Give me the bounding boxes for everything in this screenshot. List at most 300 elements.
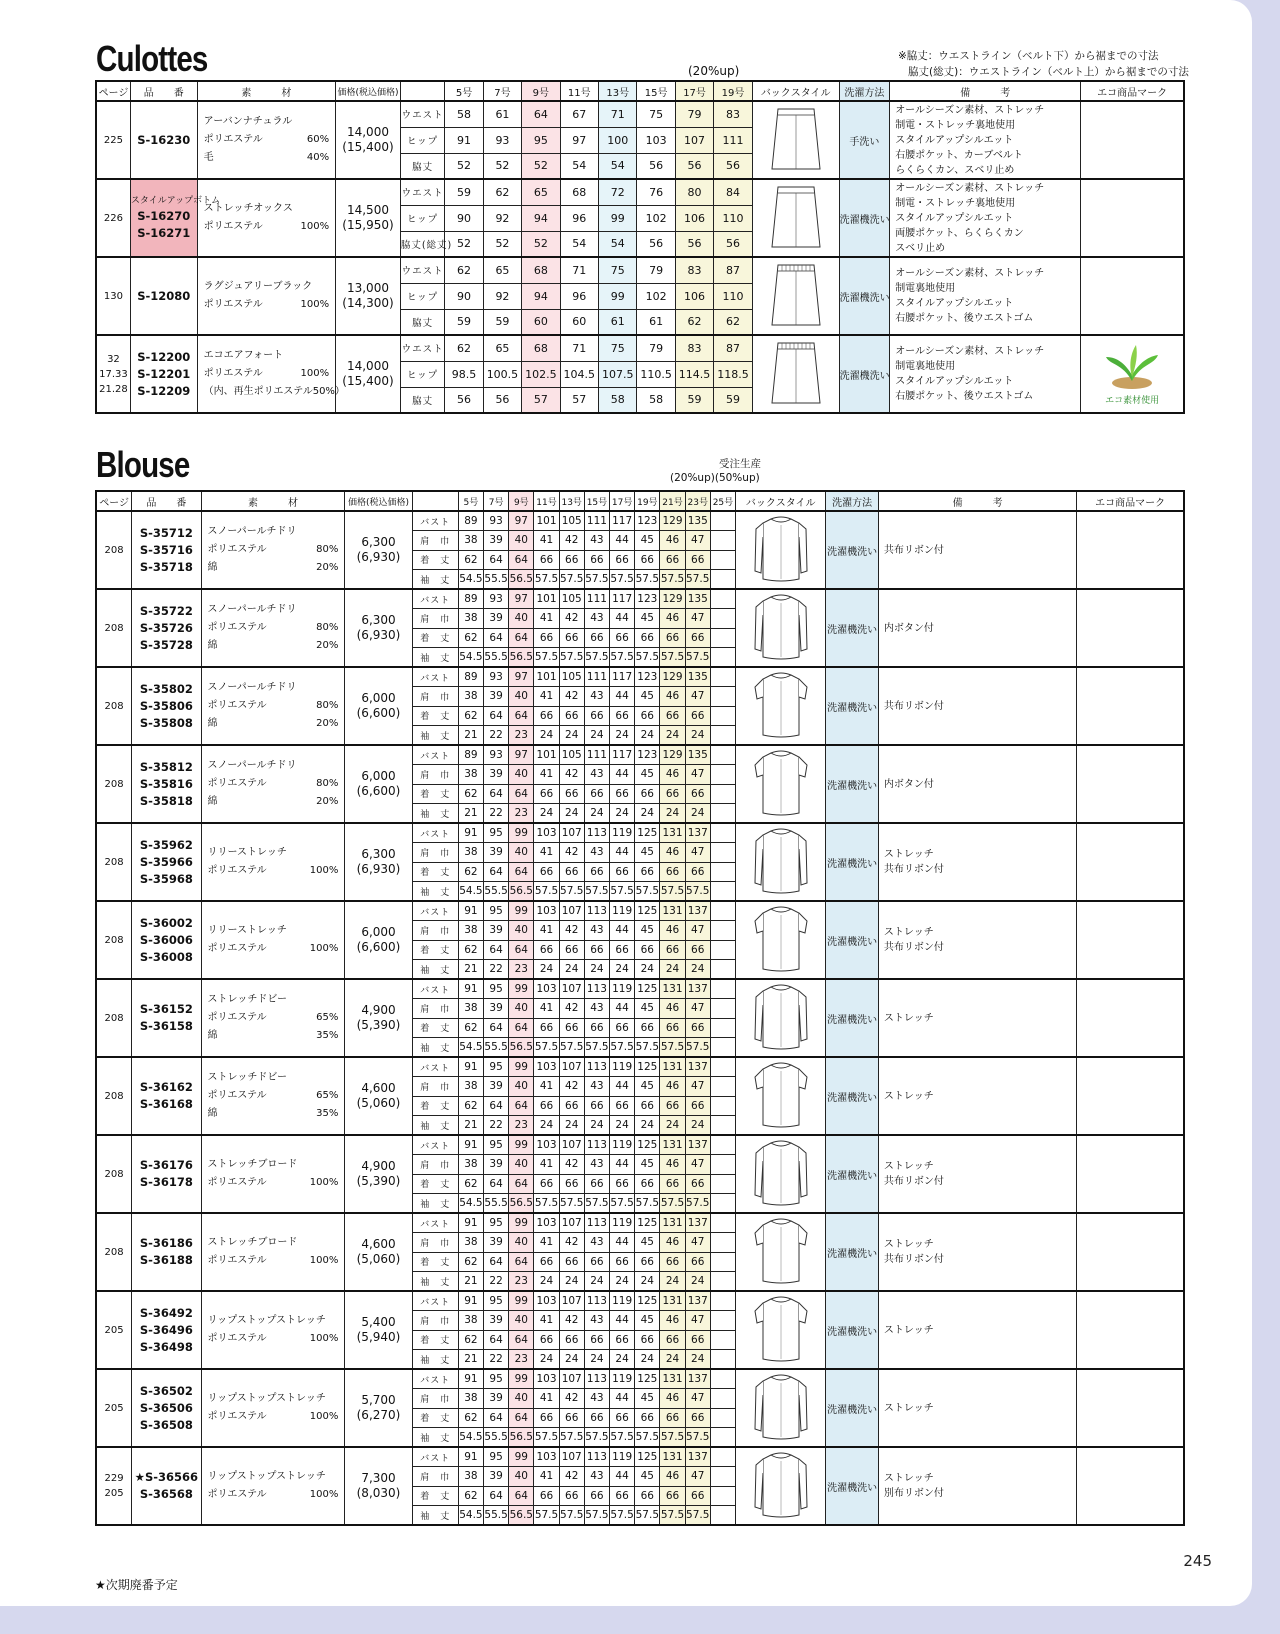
size-value: 66 [534,628,559,648]
size-value [710,1350,735,1370]
size-value: 24 [635,1272,660,1292]
size-value: 107.5 [599,361,637,387]
size-value: 125 [635,1447,660,1467]
size-value: 107 [559,1291,584,1311]
measure-label: 肩 巾 [412,687,458,707]
size-value: 57.5 [584,570,609,590]
size-value: 45 [635,999,660,1019]
header-wash: 洗濯方法 [839,81,890,101]
size-value: 119 [610,1447,635,1467]
price-cell [345,1213,412,1291]
size-value: 110.5 [637,361,675,387]
size-value: 41 [534,1077,559,1097]
material-line [208,697,339,715]
measure-label: ウエスト [400,335,444,361]
size-value: 95 [484,979,509,999]
size-value: 57.5 [685,570,710,590]
size-value: 66 [660,1330,685,1350]
size-value: 66 [610,1174,635,1194]
material-name: スノーパールチドリ [207,682,297,693]
price: 5,700 [361,1393,396,1407]
measure-label: バスト [412,1057,458,1077]
size-value: 45 [635,1155,660,1175]
header-size: 15号 [637,81,675,101]
size-value: 24 [559,1350,584,1370]
size-value: 107 [559,1057,584,1077]
part-number-cell [132,745,201,823]
size-value: 66 [559,1252,584,1272]
material-cell [201,1291,345,1369]
size-value: 62 [458,1018,483,1038]
part-number: S-12209 [137,383,191,398]
material-name: ポリエステル [207,778,267,789]
size-value: 113 [584,1135,609,1155]
measure-label: 着 丈 [412,628,458,648]
material-line [208,862,339,880]
size-value: 24 [610,1116,635,1136]
size-value: 137 [685,823,710,843]
size-value: 24 [584,726,609,746]
material-line [208,991,339,1009]
size-value: 39 [484,531,509,551]
size-value: 66 [660,1174,685,1194]
measure-label: 袖 丈 [412,960,458,980]
blouse-item-group [96,1369,1184,1447]
size-value: 42 [559,921,584,941]
measure-label: 袖 丈 [412,882,458,902]
material-line [208,559,339,577]
material-cell [201,1369,345,1447]
size-value: 137 [685,1057,710,1077]
size-value: 64 [484,1018,509,1038]
size-value: 39 [484,609,509,629]
size-value: 131 [660,1369,685,1389]
size-value: 45 [635,609,660,629]
header-eco: エコ商品マーク [1077,491,1184,511]
size-value: 24 [534,804,559,824]
size-value: 56 [445,387,483,413]
material-percent: 100% [309,1489,339,1500]
wash-method: 洗濯機洗い [826,1057,879,1135]
size-value: 55.5 [484,882,509,902]
material-name: ポリエステル [207,1177,267,1188]
measure-label: 肩 巾 [412,843,458,863]
size-value [710,1038,735,1058]
size-value: 56.5 [509,1038,534,1058]
blouse-item-group [96,745,1184,823]
material-percent: 80% [316,700,339,711]
size-value: 107 [559,1213,584,1233]
size-value: 137 [685,1447,710,1467]
material-line [208,1156,339,1174]
material-percent: 80% [316,622,339,633]
size-value: 23 [509,1350,534,1370]
material-line [208,679,339,697]
size-value: 66 [534,706,559,726]
part-number: S-35726 [139,620,193,635]
price-cell [336,179,401,257]
part-number: S-36498 [139,1339,193,1354]
header-size: 7号 [484,491,509,511]
wash-method: 洗濯機洗い [826,511,879,589]
size-value: 40 [509,609,534,629]
back-style-cell [736,1291,826,1369]
measure-label: バスト [412,1291,458,1311]
material-line [208,757,339,775]
size-value: 119 [610,1057,635,1077]
size-value: 21 [458,726,483,746]
size-value: 54.5 [458,882,483,902]
size-value: 24 [559,804,584,824]
culottes-item-group [96,257,1184,335]
size-value: 39 [484,1155,509,1175]
measure-label: 肩 巾 [412,609,458,629]
price: 6,300 [361,613,396,627]
header-size: 23号 [685,491,710,511]
culottes-size-row [96,179,1184,205]
size-value: 64 [509,1252,534,1272]
size-value: 89 [458,745,483,765]
material-percent: 20% [316,640,339,651]
size-value: 41 [534,1311,559,1331]
size-value: 57.5 [584,882,609,902]
remark-line: 共布リボン付 [883,1254,944,1265]
size-value: 57.5 [685,1428,710,1448]
material-line [204,200,330,218]
size-value: 41 [534,1389,559,1409]
back-blouse-icon [753,591,809,663]
size-value: 66 [635,1174,660,1194]
header-part: 品 番 [132,491,201,511]
material-percent: 100% [309,865,339,876]
size-value: 54.5 [458,648,483,668]
size-value: 22 [484,726,509,746]
material-cell [201,823,345,901]
size-value: 71 [599,101,637,127]
size-value: 66 [610,1252,635,1272]
size-value: 57.5 [534,1038,559,1058]
size-value: 39 [484,1389,509,1409]
size-value: 24 [685,1350,710,1370]
size-value: 55.5 [484,1194,509,1214]
size-value: 64 [484,1174,509,1194]
size-value: 113 [584,1057,609,1077]
size-value: 55.5 [484,570,509,590]
size-value: 110 [714,205,752,231]
blouse-size-row [96,979,1184,999]
material-percent: 80% [316,544,339,555]
back-style-cell [736,1057,826,1135]
size-value: 57.5 [685,1506,710,1526]
eco-mark-cell [1077,745,1184,823]
size-value: 66 [584,862,609,882]
culottes-note-2: 脇丈(総丈)：ウエストライン（ベルト上）から裾までの寸法 [908,66,1189,78]
page-ref: 208 [96,745,132,823]
back-skirt-icon [768,183,824,251]
size-value: 62 [445,335,483,361]
size-value: 47 [685,843,710,863]
size-value: 61 [637,309,675,335]
size-value: 66 [559,940,584,960]
size-value: 44 [610,1077,635,1097]
measure-label: 袖 丈 [412,1116,458,1136]
material-line [208,1234,339,1252]
size-value [710,1428,735,1448]
size-value: 45 [635,1311,660,1331]
size-value: 44 [610,609,635,629]
blouse-size-row [96,1369,1184,1389]
size-value: 66 [685,1096,710,1116]
measure-label: 脇丈(総丈) [400,231,444,257]
size-value: 24 [559,960,584,980]
remark-line: スベリ止め [895,242,946,254]
part-number: S-36492 [139,1305,193,1320]
wash-method: 洗濯機洗い [826,901,879,979]
material-cell [201,667,345,745]
material-name: アーバンナチュラル [203,116,293,127]
part-number: S-35806 [139,698,193,713]
material-name: リップストップストレッチ [207,1393,326,1404]
header-size: 13号 [559,491,584,511]
size-value: 54 [599,153,637,179]
size-value: 42 [559,765,584,785]
price-tax: (6,930) [356,550,401,564]
size-value: 24 [584,804,609,824]
size-value: 111 [584,667,609,687]
back-style-cell [736,589,826,667]
size-value [710,531,735,551]
back-blouse-icon [753,747,809,819]
size-value: 57.5 [660,1038,685,1058]
size-value: 66 [685,550,710,570]
price-cell [336,335,401,413]
size-value: 135 [685,589,710,609]
size-value: 22 [484,960,509,980]
size-value: 137 [685,1291,710,1311]
material-cell [201,1447,345,1525]
size-value: 55.5 [484,1038,509,1058]
remark-line: ストレッチ [883,1090,934,1102]
size-value [710,784,735,804]
size-value: 99 [509,1369,534,1389]
size-value: 79 [637,257,675,283]
size-value: 57.5 [584,1038,609,1058]
price-tax: (6,600) [356,706,401,720]
size-value: 65 [522,179,560,205]
size-value: 64 [509,706,534,726]
material-line [208,844,339,862]
price-cell [336,257,401,335]
size-value: 117 [610,745,635,765]
size-value: 137 [685,1369,710,1389]
size-value: 66 [685,940,710,960]
price-tax: (15,400) [342,374,394,388]
material-line [208,1009,339,1027]
remark-line: 共布リボン付 [883,700,944,712]
remark-line: オールシーズン素材、ストレッチ [895,182,1045,194]
material-line [204,296,330,314]
size-value: 23 [509,960,534,980]
size-value: 46 [660,1233,685,1253]
size-value: 83 [675,257,713,283]
size-value: 24 [559,726,584,746]
size-value: 113 [584,979,609,999]
size-value: 118.5 [714,361,752,387]
remark-line: 共布リボン付 [883,1176,944,1187]
size-value: 113 [584,1291,609,1311]
material-line [208,541,339,559]
size-value: 42 [559,687,584,707]
blouse-item-group [96,979,1184,1057]
culottes-size-row [96,335,1184,361]
part-number-cell [130,257,197,335]
material-line [204,218,330,236]
size-value: 99 [509,1291,534,1311]
size-value [710,1174,735,1194]
remark-line: スタイルアップシルエット [895,212,1014,224]
back-blouse-icon [753,1293,809,1365]
material-cell [201,511,345,589]
header-blank [412,491,458,511]
size-value: 64 [509,784,534,804]
header-size: 5号 [458,491,483,511]
blouse-size-row [96,901,1184,921]
part-number: S-36496 [139,1322,193,1337]
size-value: 59 [714,387,752,413]
size-value: 95 [484,1057,509,1077]
size-value: 41 [534,1155,559,1175]
wash-method: 洗濯機洗い [826,1135,879,1213]
size-value: 44 [610,1155,635,1175]
remark-line: 内ボタン付 [883,622,934,634]
back-style-cell [752,101,839,179]
wash-method: 洗濯機洗い [839,335,890,413]
size-value: 57.5 [660,570,685,590]
size-value: 21 [458,1272,483,1292]
size-value: 57.5 [660,648,685,668]
size-value: 46 [660,1077,685,1097]
size-value: 45 [635,765,660,785]
material-percent: 35% [316,1108,339,1119]
material-percent: 100% [300,299,330,310]
remarks-cell [878,511,1076,589]
size-value: 64 [509,1096,534,1116]
size-value [710,1018,735,1038]
measure-label: 肩 巾 [412,1389,458,1409]
back-style-cell [752,257,839,335]
size-value: 57.5 [584,1194,609,1214]
size-value: 59 [483,309,521,335]
size-value: 52 [483,153,521,179]
size-value: 55.5 [484,1428,509,1448]
size-value: 57.5 [635,648,660,668]
size-value [710,511,735,531]
eco-mark-cell [1081,257,1184,335]
material-name: ポリエステル [203,134,263,145]
size-value: 42 [559,1077,584,1097]
part-number: S-16271 [137,225,191,240]
size-value: 66 [660,862,685,882]
size-value: 40 [509,999,534,1019]
size-value: 111 [584,511,609,531]
culottes-item-group [96,179,1184,257]
back-blouse-icon [753,1449,809,1521]
size-value: 93 [484,511,509,531]
size-value: 66 [534,550,559,570]
size-value: 66 [559,1486,584,1506]
part-number: S-36568 [139,1487,193,1501]
size-value: 97 [509,511,534,531]
size-value: 106 [675,283,713,309]
header-back-style: バックスタイル [752,81,839,101]
size-value [710,745,735,765]
header-material: 素 材 [201,491,345,511]
size-value: 47 [685,999,710,1019]
size-value [710,1389,735,1409]
size-value: 46 [660,1389,685,1409]
price: 6,000 [361,925,396,939]
size-value: 135 [685,511,710,531]
size-value: 62 [458,862,483,882]
remarks-cell [878,1135,1076,1213]
size-value: 113 [584,1213,609,1233]
size-value: 44 [610,687,635,707]
size-value [710,862,735,882]
remarks-cell [878,1369,1076,1447]
wash-method: 洗濯機洗い [826,667,879,745]
measure-label: バスト [412,667,458,687]
size-value: 66 [660,706,685,726]
size-value: 56 [675,231,713,257]
size-value: 89 [458,511,483,531]
size-value: 56.5 [509,570,534,590]
remark-line: 制電裏地使用 [895,361,956,372]
part-number-cell [132,1057,201,1135]
size-value: 57.5 [635,882,660,902]
size-value: 66 [559,784,584,804]
size-value: 66 [610,628,635,648]
size-value: 38 [458,1389,483,1409]
price: 5,400 [361,1315,396,1329]
size-value: 64 [484,784,509,804]
size-value: 66 [559,550,584,570]
material-name: 綿 [207,640,218,651]
header-wash: 洗濯方法 [826,491,879,511]
blouse-item-group [96,1291,1184,1369]
size-value: 66 [534,784,559,804]
size-value: 24 [610,804,635,824]
part-number: S-36176 [139,1158,193,1172]
footnote: ★次期廃番予定 [95,1578,178,1592]
size-value [710,1311,735,1331]
size-value: 113 [584,901,609,921]
size-value: 57.5 [534,1506,559,1526]
size-value [710,628,735,648]
size-value: 64 [509,1174,534,1194]
price-tax: (15,950) [342,218,394,232]
material-name: リップストップストレッチ [207,1471,326,1482]
measure-label: 着 丈 [412,706,458,726]
header-size: 25号 [710,491,735,511]
size-value: 62 [458,1174,483,1194]
size-value: 99 [509,1057,534,1077]
measure-label: 袖 丈 [412,1038,458,1058]
size-value [710,1408,735,1428]
wash-method: 手洗い [839,101,890,179]
material-percent: 60% [306,134,330,145]
size-value: 57.5 [559,1428,584,1448]
size-value: 91 [445,127,483,153]
